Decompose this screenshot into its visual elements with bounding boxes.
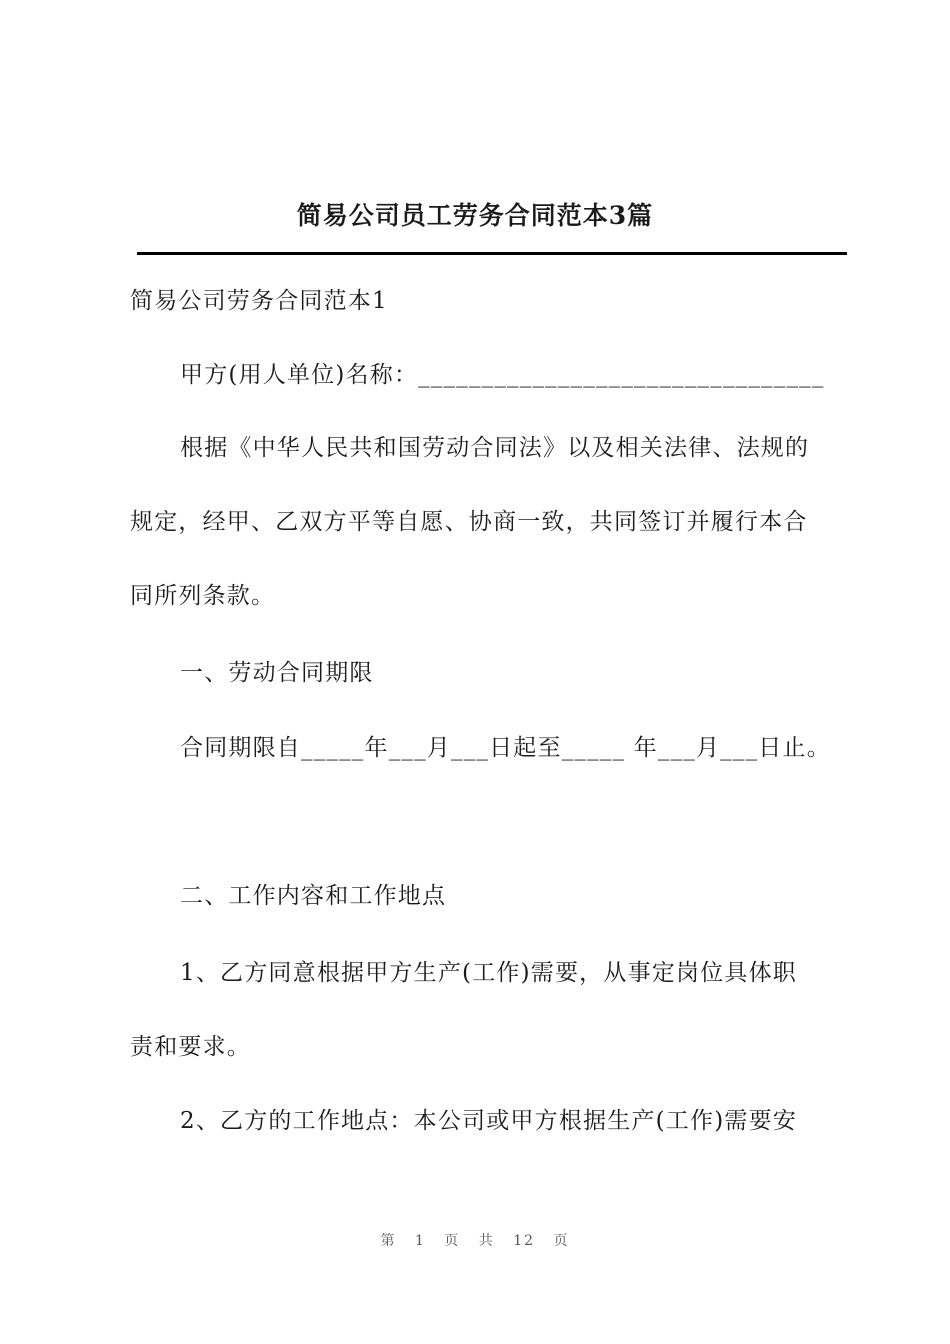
document-title: 简易公司员工劳务合同范本3篇: [296, 201, 654, 230]
party-a-name-line: 甲方(用人单位)名称：________________________________: [180, 362, 825, 388]
paragraph-line: 2、乙方的工作地点：本公司或甲方根据生产(工作)需要安: [180, 1108, 797, 1134]
section-heading: 简易公司劳务合同范本1: [130, 288, 388, 314]
title-underline: [137, 252, 847, 255]
contract-term-line: 合同期限自_____年___月___日起至_____ 年___月___日止。: [180, 735, 831, 761]
page-footer: 第 1 页 共 12 页: [380, 1233, 570, 1249]
paragraph-line: 责和要求。: [130, 1034, 251, 1060]
paragraph-line: 规定，经甲、乙双方平等自愿、协商一致，共同签订并履行本合: [130, 509, 808, 535]
clause-heading: 二、工作内容和工作地点: [180, 883, 447, 909]
paragraph-line: 根据《中华人民共和国劳动合同法》以及相关法律、法规的: [180, 435, 810, 461]
paragraph-line: 1、乙方同意根据甲方生产(工作)需要，从事定岗位具体职: [180, 960, 797, 986]
paragraph-line: 同所列条款。: [130, 583, 276, 609]
clause-heading: 一、劳动合同期限: [180, 660, 374, 686]
